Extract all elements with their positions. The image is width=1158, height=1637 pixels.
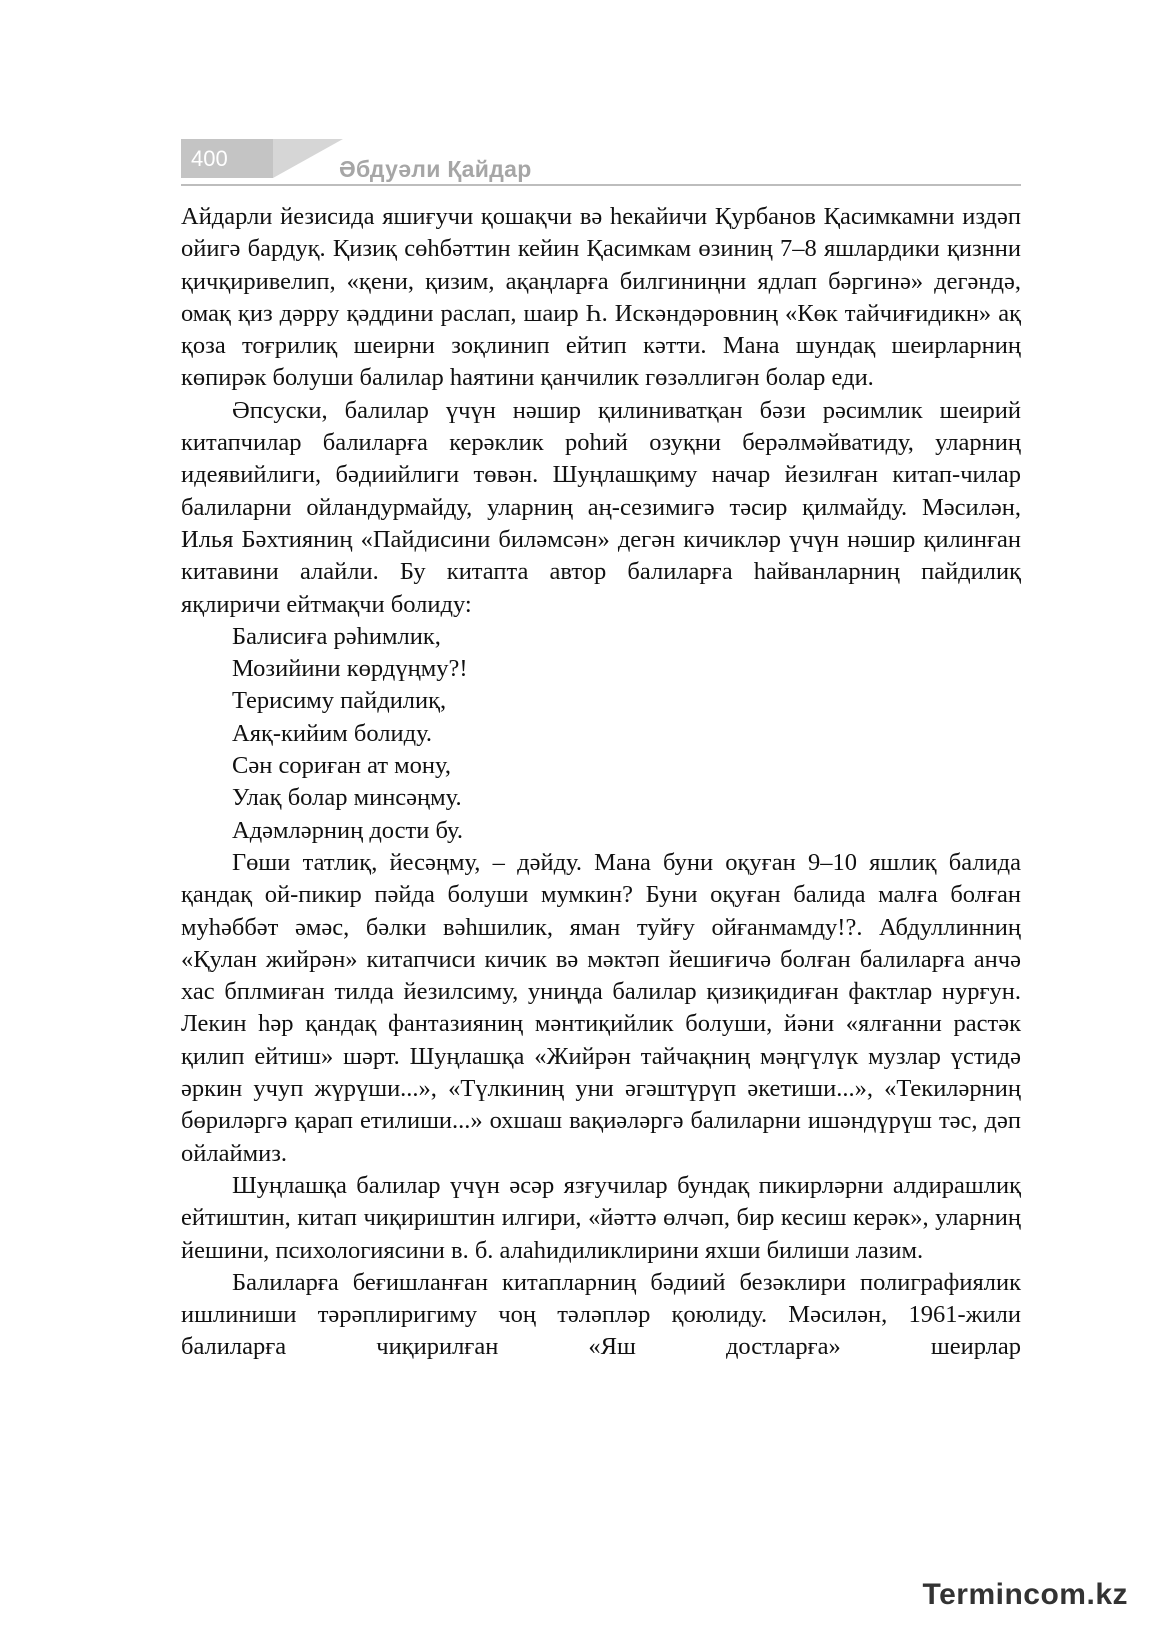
paragraph: Балиларға беғишланған китапларниң бәдиий безәклири полиграфиялик ишлиниши тәрәплиригиму чоң тәләпләр қоюлиду. Мәсилән, 1961-жили балиларға чиқирилған «Яш достларға» шеирлар (181, 1268, 1021, 1361)
page-header (181, 139, 1021, 189)
verse-line: Сән сориған ат мону, (232, 752, 451, 780)
header-rule (181, 184, 1021, 186)
paragraph: Гөши татлиқ, йесәңму, – дәйду. Мана буни оқуған 9–10 яшлиқ балида қандақ ой-пикир пәйда болуши мумкин? Буни оқуған балида малға болған муһәббәт әмәс, бәлки вәһшилик, яман туйғу ойғанмамду!?. Абдуллинниң «Қулан жийрән» китапчиси кичик вә мәктәп йешиғичә болған балиларға анчә хас бплмиған тилда йезилсиму, униңда балилар қизиқидиған фактлар нурғун. Лекин һәр қандақ фантазияниң мәнтиқийлик болуши, йәни «ялғанни растәк қилип ейтиш» шәрт. Шуңлашқа «Жийрән тайчақниң мәңгүлүк музлар үстидә әркин учуп жүрүши...», «Түлкиниң уни әгәштүрүп әкетиши...», «Текиләрниң бөриләргә қарап етилиши...» охшаш вақиәләргә балиларни ишәндүрүш тәс, дәп ойлаймиз. (181, 848, 1021, 1167)
body-text (181, 201, 1021, 1364)
verse-line: Аяқ-кийим болиду. (232, 719, 433, 747)
paragraph: Әпсуски, балилар үчүн нәшир қилиниватқан бәзи рәсимлик шеирий китапчилар балиларға керәклик роһий озуқни берәлмәйватиду, уларниң идеявийлиги, бәдиийлиги төвән. Шуңлашқиму начар йезилған китап-чилар балиларни ойландурмайду, уларниң аң-сезимигә тәсир қилмайду. Мәсилән, Илья Бәхтияниң «Пайдисини биләмсән» дегән кичикләр үчүн нәшир қилинған китавини алайли. Бу китапта автор балиларға һайванларниң пайдилиқ яқлиричи ейтмақчи болиду: (181, 396, 1021, 618)
running-title: Әбдуәли Қайдар (339, 156, 532, 182)
verse-line: Адәмләрниң дости бу. (232, 816, 463, 844)
paragraph: Шуңлашқа балилар үчүн әсәр язғучилар бундақ пикирләрни алдирашлиқ ейтиштин, китап чиқириштин илгири, «йәттә өлчәп, бир кесиш керәк», уларниң йешини, психологиясини в. б. алаһидиликлирини яхши билиши лазим. (181, 1171, 1021, 1264)
page-number: 400 (181, 139, 273, 178)
verse-line: Мозийини көрдүңму?! (232, 655, 468, 683)
page-tab-decoration (273, 139, 343, 178)
watermark-logo: Termincom.kz (922, 1578, 1128, 1611)
verse-line: Улақ болар минсәңму. (232, 784, 462, 812)
verse-block (181, 621, 1021, 847)
verse-line: Балисиға рәһимлик, (232, 622, 441, 650)
verse-line: Терисиму пайдилиқ, (232, 687, 447, 715)
paragraph: Айдарли йезисида яшиғучи қошақчи вә һекайичи Қурбанов Қасимкамни издәп ойигә бардуқ. Қизиқ сөһбәттин кейин Қасимкам өзиниң 7–8 яшлардики қизнни қичқиривелип, «қени, қизим, ақаңларға билгиниңни ядлап бәргинә» дегәндә, омақ қиз дәрру қәддини раслап, шаир Һ. Искәндәровниң «Көк тайчиғидикн» ақ қоза тоғрилиқ шеирни зоқлинип ейтип кәтти. Мана шундақ шеирларниң көпирәк болуши балилар һаятини қанчилик гөзәллигән болар еди. (181, 203, 1021, 392)
